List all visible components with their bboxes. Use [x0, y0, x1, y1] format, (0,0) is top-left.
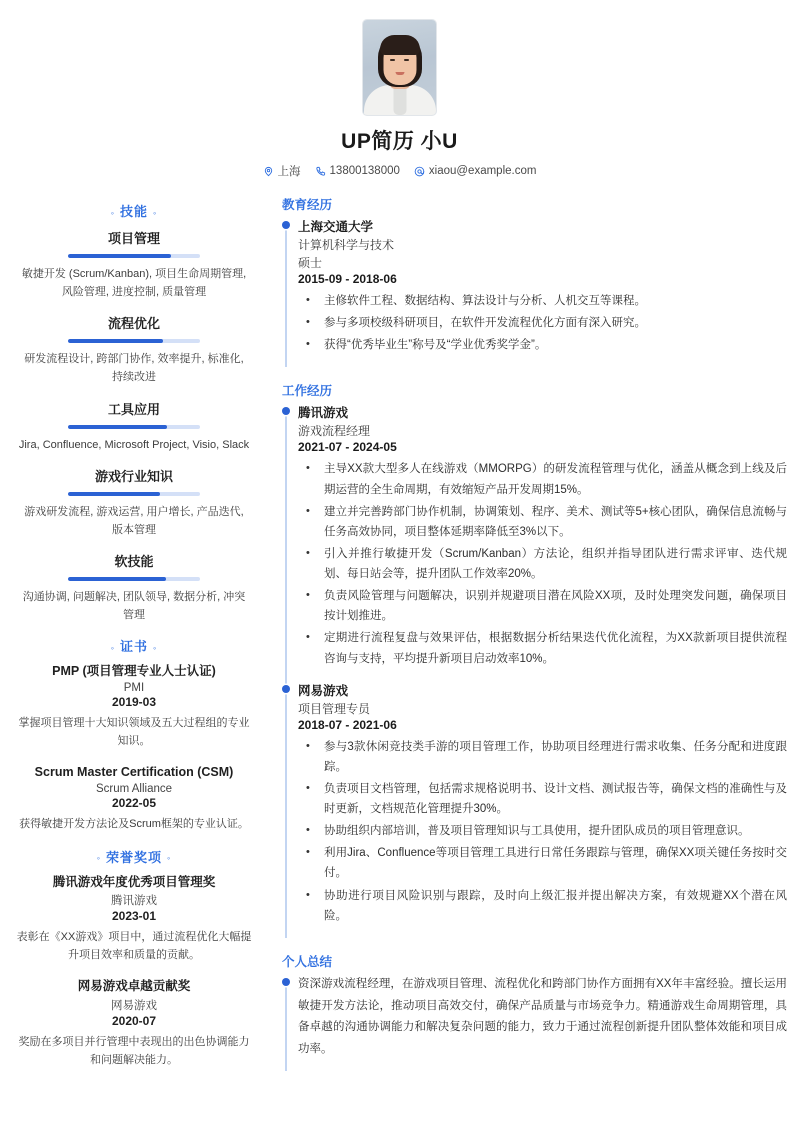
section-work [282, 381, 787, 937]
skill-progress-bar [68, 492, 200, 496]
circle-deco-icon: ◦ [96, 853, 101, 864]
contact-phone [315, 165, 400, 177]
skill-item: 工具应用 Jira, Confluence, Microsoft Project, Visio, Slack [18, 401, 250, 451]
date-range: 2018-07 - 2021-06 [298, 717, 397, 732]
sidebar-section-certs-title: ◦ 证书 ◦ [110, 639, 158, 655]
work-timeline [282, 403, 787, 937]
circle-deco-icon: ◦ [110, 642, 115, 653]
company-name: 网易游戏 [298, 683, 349, 698]
company-name: 腾讯游戏 [298, 406, 349, 421]
major-name: 计算机科学与技术 [298, 238, 395, 252]
skill-progress-bar [68, 577, 200, 581]
education-bullets [298, 291, 787, 355]
work-entry [298, 681, 787, 938]
summary-entry [298, 974, 787, 1071]
skill-item: 项目管理 敏捷开发 (Scrum/Kanban), 项目生命周期管理, 风险管理, 进度控制, 质量管理 [21, 231, 247, 299]
contact-location [263, 163, 301, 179]
skill-progress-bar [68, 254, 200, 258]
list-item: • 引入并推行敏捷开发（Scrum/Kanban）方法论，组织并指导团队进行需求评审、迭代规划、每日站会等，提升团队工作效率20%。 [298, 544, 787, 584]
list-item: • 负责风险管理与问题解决，识别并规避项目潜在风险XX项，及时处理突发问题，确保项目按计划推进。 [298, 586, 787, 626]
contact-phone-text: 13800138000 [329, 165, 400, 177]
list-item: • 建立并完善跨部门协作机制，协调策划、程序、美术、测试等5+核心团队，确保信息流畅与任务高效协同，项目整体延期率降低至3%以下。 [298, 502, 787, 542]
education-timeline [282, 217, 787, 367]
skill-item: 流程优化 研发流程设计, 跨部门协作, 效率提升, 标准化, 持续改进 [24, 316, 244, 384]
contact-list [0, 163, 799, 179]
date-range: 2015-09 - 2018-06 [298, 272, 397, 286]
list-item: • 参与多项校级科研项目，在软件开发流程优化方面有深入研究。 [298, 313, 787, 333]
skill-progress-bar [68, 339, 200, 343]
list-item: • 主修软件工程、数据结构、算法设计与分析、人机交互等课程。 [298, 291, 787, 311]
section-title-education: 教育经历 [282, 198, 333, 212]
list-item: • 主导XX款大型多人在线游戏（MMORPG）的研发流程管理与优化，涵盖从概念到上线及后期运营的全生命周期，有效缩短产品开发周期15%。 [298, 459, 787, 499]
degree: 硕士 [298, 256, 323, 270]
skill-item: 软技能 沟通协调, 问题解决, 团队领导, 数据分析, 冲突管理 [22, 553, 246, 622]
circle-deco-icon: ◦ [153, 642, 158, 653]
award-item: 网易游戏卓越贡献奖 网易游戏 2020-07 奖励在多项目并行管理中表现出的出色协调能力和问题解决能力。 [18, 979, 250, 1067]
award-item: 腾讯游戏年度优秀项目管理奖 腾讯游戏 2023-01 表彰在《XX游戏》项目中，通过流程优化大幅提升项目效率和质量的贡献。 [16, 874, 252, 962]
job-title: 游戏流程经理 [298, 424, 371, 439]
summary-text: 资深游戏流程经理，在游戏项目管理、流程优化和跨部门协作方面拥有XX年丰富经验。擅长运用敏捷开发方法论，推动项目高效交付，确保产品质量与市场竞争力。精通游戏生命周期管理，具备卓越的沟通协调能力和解决复杂问题的能力，致力于通过流程创新提升团队整体效能和项目成功率。 [298, 977, 787, 1056]
job-title: 项目管理专员 [298, 701, 371, 716]
sidebar-section-awards-title: ◦ 荣誉奖项 ◦ [96, 849, 172, 865]
sidebar-section-skills-title: ◦ 技能 ◦ [110, 204, 158, 219]
list-item: • 定期进行流程复盘与效果评估，根据数据分析结果迭代优化流程，为XX款新项目提供流程咨询与支持，平均提升新项目启动效率10%。 [298, 628, 787, 668]
skill-progress-bar [68, 425, 200, 429]
list-item: • 获得“优秀毕业生”称号及“学业优秀奖学金”。 [298, 335, 787, 355]
photo-container [0, 20, 799, 115]
certificate-item: PMP (项目管理专业人士认证) PMI 2019-03 掌握项目管理十大知识领域及五大过程组的专业知识。 [18, 664, 250, 747]
work-bullets [298, 459, 787, 668]
profile-photo [363, 20, 436, 115]
certificate-item: Scrum Master Certification (CSM) Scrum Alliance 2022-05 获得敏捷开发方法论及Scrum框架的专业认证。 [19, 765, 249, 830]
contact-email-text: xiaou@example.com [428, 165, 537, 177]
list-item: • 参与3款休闲竞技类手游的项目管理工作，协助项目经理进行需求收集、任务分配和进度跟踪。 [298, 737, 787, 777]
contact-email [414, 165, 537, 177]
phone-icon [315, 166, 326, 177]
section-title-summary: 个人总结 [282, 954, 333, 969]
list-item: • 利用Jira、Confluence等项目管理工具进行日常任务跟踪与管理，确保XX项关键任务按时交付。 [298, 843, 787, 883]
circle-deco-icon: ◦ [153, 207, 158, 218]
skill-item: 游戏行业知识 游戏研发流程, 游戏运营, 用户增长, 产品迭代, 版本管理 [24, 468, 244, 536]
main-content [266, 195, 787, 1085]
education-entry [298, 217, 787, 367]
circle-deco-icon: ◦ [167, 853, 172, 864]
list-item: • 协助组织内部培训，普及项目管理知识与工具使用，提升团队成员的项目管理意识。 [298, 821, 787, 841]
work-entry [298, 403, 787, 680]
date-range: 2021-07 - 2024-05 [298, 440, 397, 455]
page-title: UP简历 小U [341, 130, 458, 153]
work-bullets [298, 737, 787, 926]
school-name: 上海交通大学 [298, 220, 374, 234]
section-summary [282, 952, 787, 1071]
list-item: • 协助进行项目风险识别与跟踪，及时向上级汇报并提出解决方案，有效规避XX个潜在风险。 [298, 886, 787, 926]
section-education [282, 195, 787, 367]
email-icon [414, 166, 425, 177]
contact-location-text: 上海 [277, 166, 301, 178]
resume-header [0, 0, 799, 179]
list-item: • 负责项目文档管理，包括需求规格说明书、设计文档、测试报告等，确保文档的准确性与及时更新，文档规范化管理提升30%。 [298, 779, 787, 819]
resume-body [0, 195, 799, 1085]
sidebar [12, 195, 266, 1085]
circle-deco-icon: ◦ [110, 207, 115, 218]
section-title-work: 工作经历 [282, 384, 333, 399]
summary-timeline [282, 974, 787, 1071]
location-pin-icon [263, 166, 274, 177]
